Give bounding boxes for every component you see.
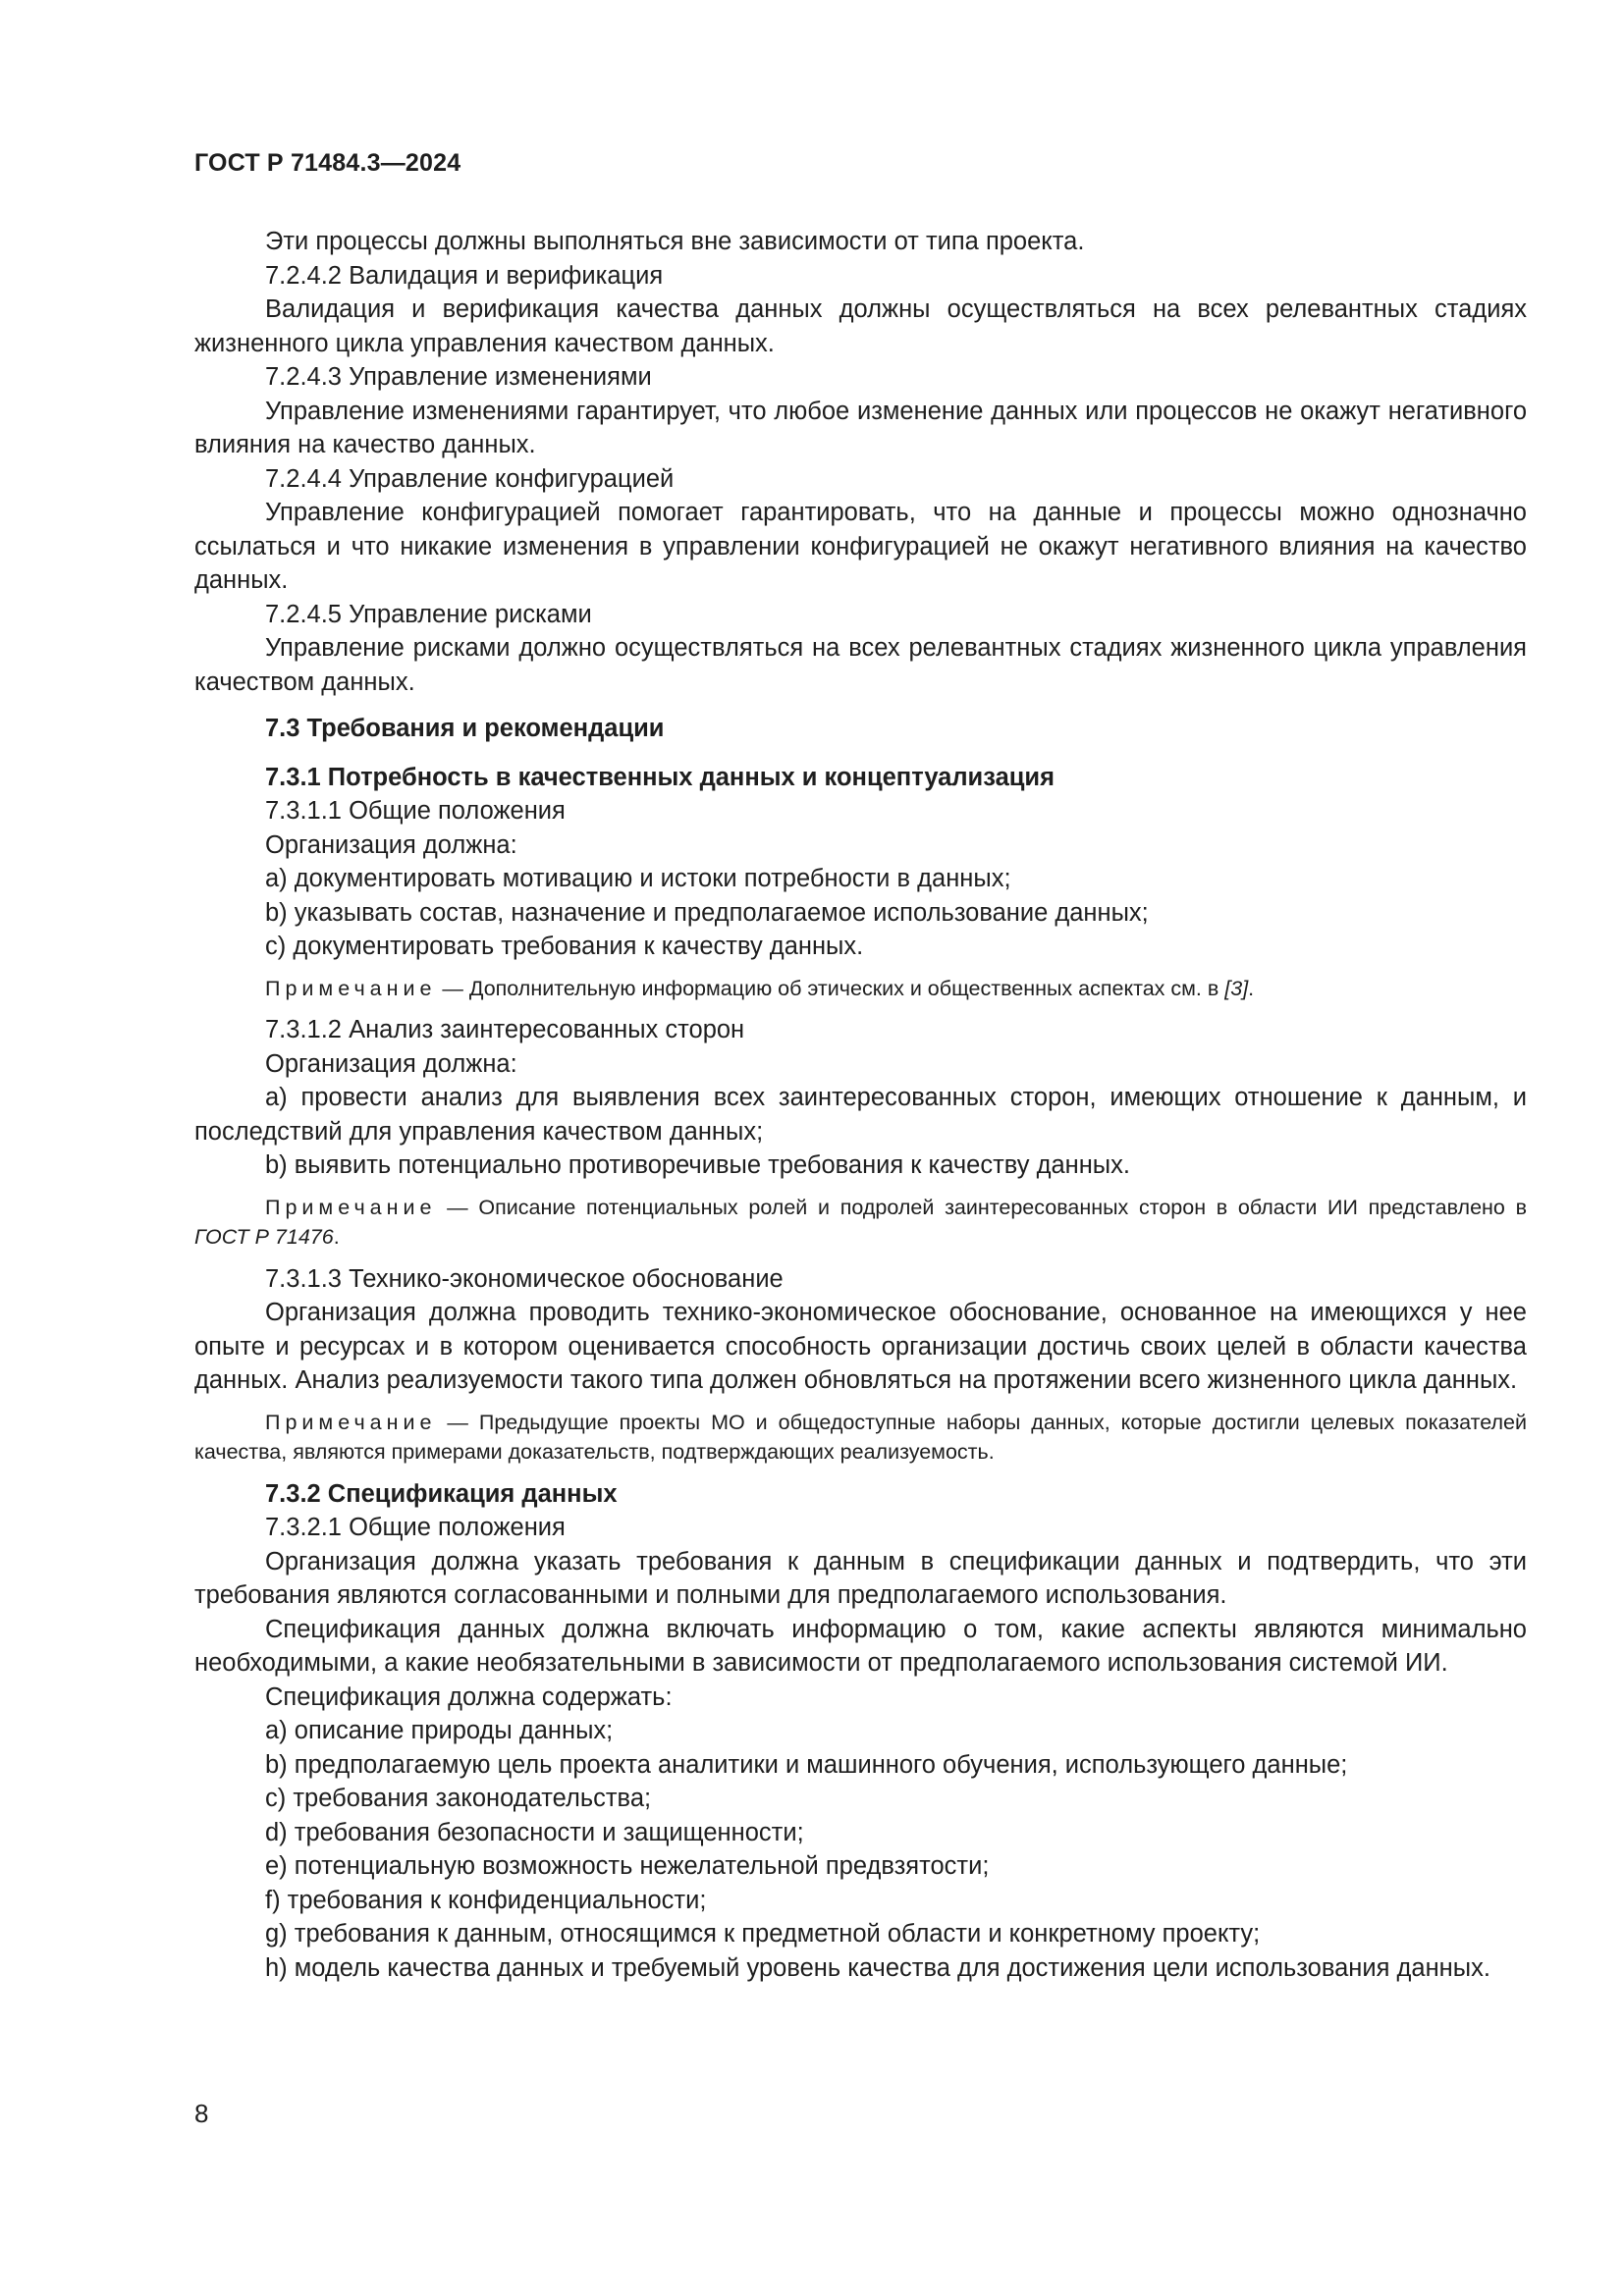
list-item: b) указывать состав, назначение и предполагаемое использование данных; — [265, 898, 1149, 927]
list-item: c) требования законодательства; — [265, 1785, 652, 1812]
paragraph: Управление рисками должно осуществляться на всех релевантных стадиях жизненного цикла управления качеством данных. — [194, 634, 1527, 696]
list-item: g) требования к данным, относящимся к предметной области и конкретному проекту; — [265, 1920, 1261, 1948]
list-item: b) предполагаемую цель проекта аналитики и машинного обучения, использующего данные; — [265, 1750, 1348, 1779]
list-item: a) провести анализ для выявления всех заинтересованных сторон, имеющих отношение к данным, и последствий для управления качеством данных; — [194, 1084, 1527, 1146]
subsection-heading: 7.2.4.3 Управление изменениями — [265, 363, 652, 391]
paragraph: Валидация и верификация качества данных должны осуществляться на всех релевантных стадиях жизненного цикла управления качеством данных. — [194, 295, 1527, 357]
note-text: — Описание потенциальных ролей и подролей заинтересованных сторон в области ИИ представлено в — [436, 1195, 1527, 1219]
subsection-heading: 7.3.1.3 Технико-экономическое обоснование — [265, 1264, 784, 1293]
list-item: c) документировать требования к качеству данных. — [265, 933, 864, 960]
section-heading: 7.3.2 Спецификация данных — [265, 1479, 618, 1508]
section-heading: 7.3.1 Потребность в качественных данных и концептуализация — [265, 763, 1055, 791]
note-reference: [3] — [1224, 976, 1249, 1000]
document-header: ГОСТ Р 71484.3—2024 — [194, 149, 461, 177]
paragraph: Спецификация должна содержать: — [265, 1682, 673, 1711]
paragraph: Организация должна указать требования к данным в спецификации данных и подтвердить, что эти требования являются согласованными и полными для предполагаемого использования. — [194, 1547, 1527, 1609]
paragraph: Организация должна проводить технико-экономическое обоснование, основанное на имеющихся у нее опыте и ресурсах и в котором оценивается способность организации достичь своих целей в области качества данных. Анализ реализуемости такого типа должен обновляться на протяжении всего жизненного цикла данных. — [194, 1299, 1527, 1394]
subsection-heading: 7.3.1.1 Общие положения — [265, 797, 566, 825]
paragraph: Управление конфигурацией помогает гарантировать, что на данные и процессы можно однозначно ссылаться и что никакие изменения в управлении конфигурацией не окажут негативного влияния на качество данных. — [194, 499, 1527, 594]
paragraph: Организация должна: — [265, 1049, 517, 1078]
list-item: a) описание природы данных; — [265, 1717, 614, 1744]
note — [194, 1408, 1527, 1468]
paragraph: Управление изменениями гарантирует, что любое изменение данных или процессов не окажут негативного влияния на качество данных. — [194, 397, 1527, 458]
list-item: e) потенциальную возможность нежелательной предвзятости; — [265, 1852, 990, 1880]
paragraph: Эти процессы должны выполняться вне зависимости от типа проекта. — [265, 228, 1085, 255]
subsection-heading: 7.3.1.2 Анализ заинтересованных сторон — [265, 1016, 745, 1043]
paragraph: Организация должна: — [265, 830, 517, 859]
list-item: a) документировать мотивацию и истоки потребности в данных; — [265, 865, 1011, 892]
subsection-heading: 7.2.4.5 Управление рисками — [265, 600, 592, 628]
note-text: — Дополнительную информацию об этических и общественных аспектах см. в — [436, 976, 1225, 1000]
list-item: h) модель качества данных и требуемый уровень качества для достижения цели использования данных. — [265, 1953, 1490, 1982]
section-heading: 7.3 Требования и рекомендации — [265, 715, 665, 742]
paragraph: Спецификация данных должна включать информацию о том, какие аспекты являются минимально необходимыми, а какие необязательными в зависимости от предполагаемого использования системой ИИ. — [194, 1615, 1527, 1677]
note-text: — Предыдущие проекты МО и общедоступные наборы данных, которые достигли целевых показателей качества, являются примерами доказательств, подтверждающих реализуемость. — [194, 1410, 1527, 1464]
note — [194, 974, 1527, 1004]
list-item: f) требования к конфиденциальности; — [265, 1886, 707, 1914]
note-label: Примечание — [265, 1195, 437, 1219]
note — [194, 1193, 1527, 1253]
document-body — [194, 225, 1527, 1985]
note-tail: . — [333, 1225, 340, 1249]
subsection-heading: 7.2.4.2 Валидация и верификация — [265, 261, 664, 290]
list-item: b) выявить потенциально противоречивые требования к качеству данных. — [265, 1151, 1130, 1179]
note-reference: ГОСТ Р 71476 — [194, 1225, 334, 1249]
page-number: 8 — [194, 2099, 209, 2128]
note-tail: . — [1248, 976, 1255, 1000]
subsection-heading: 7.3.2.1 Общие положения — [265, 1514, 566, 1541]
list-item: d) требования безопасности и защищенности; — [265, 1818, 804, 1846]
subsection-heading: 7.2.4.4 Управление конфигурацией — [265, 464, 675, 493]
note-label: Примечание — [265, 1410, 437, 1434]
note-label: Примечание — [265, 976, 437, 1000]
